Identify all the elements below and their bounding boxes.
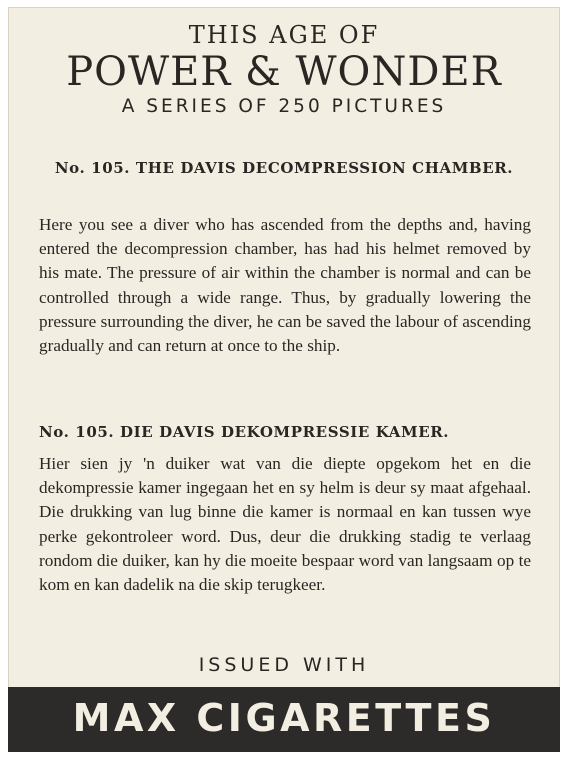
english-card-title: No. 105. THE DAVIS DECOMPRESSION CHAMBER.	[54, 159, 514, 177]
cigarette-card-back	[8, 7, 560, 752]
brand-banner	[8, 687, 560, 752]
brand-name: MAX CIGARETTES	[72, 696, 496, 740]
afrikaans-description: Hier sien jy 'n duiker wat van die diepte opgekom het en die dekompressie kamer ingegaan het en sy helm is deur sy maat afgehaal. Die drukking van lug binne die kamer is normaal en kan tussen wye perke gekontroleer word. Dus, deur die drukking stadig te verlaag rondom die duiker, kan hy die moeite bespaar word van langsaam op te kom en kan dadelik na die skip terugkeer.	[39, 454, 531, 595]
series-subtitle: A SERIES OF 250 PICTURES	[121, 96, 447, 117]
series-title-main: POWER & WONDER	[66, 49, 502, 95]
afrikaans-card-title: No. 105. DIE DAVIS DEKOMPRESSIE KAMER.	[39, 423, 450, 441]
english-description: Here you see a diver who has ascended from the depths and, having entered the decompression chamber, has had his helmet removed by his mate. The pressure of air within the chamber is normal and can be controlled through a wide range. Thus, by gradually lowering the pressure surrounding the diver, he can be saved the labour of ascending gradually and can return at once to the ship.	[39, 215, 531, 356]
series-title-line1: THIS AGE OF	[188, 21, 380, 49]
issued-with-label: ISSUED WITH	[198, 654, 370, 676]
